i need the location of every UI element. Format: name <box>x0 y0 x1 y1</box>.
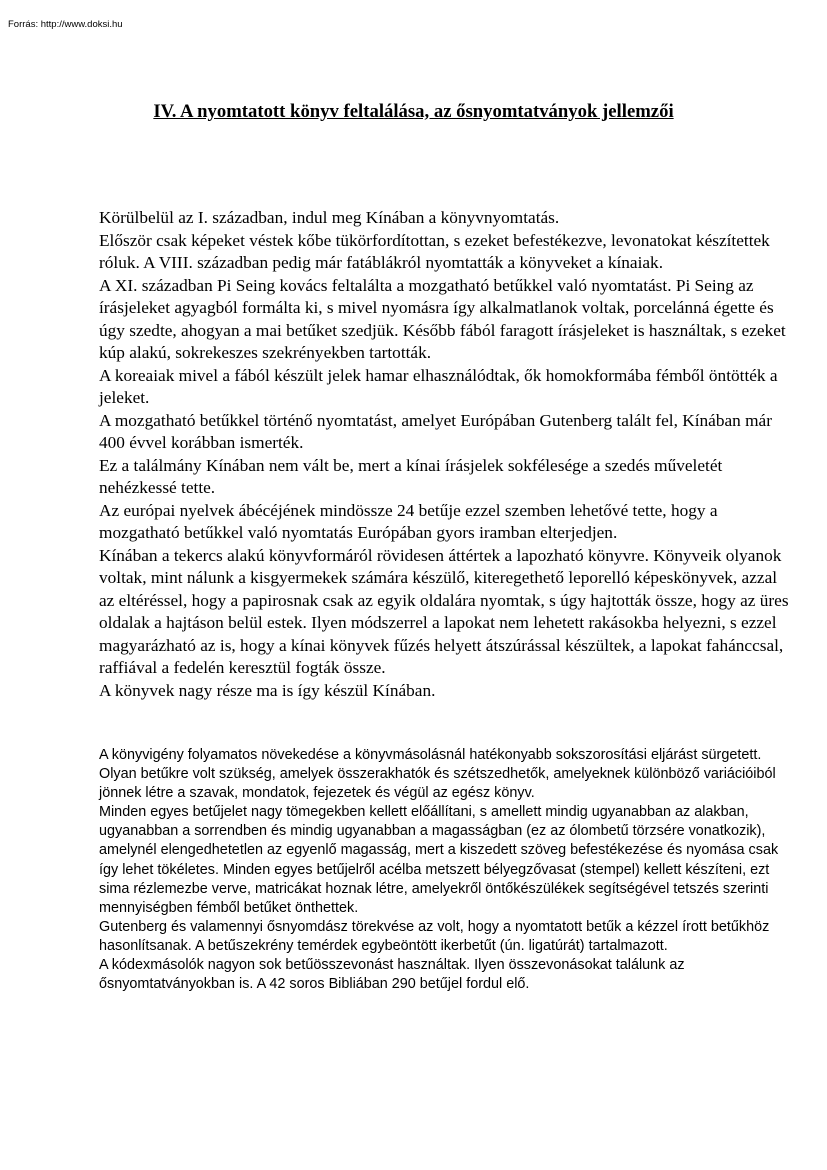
paragraph: A könyvek nagy része ma is így készül Kínában. <box>99 680 436 700</box>
paragraph: A mozgatható betűkkel történő nyomtatást, amelyet Európában Gutenberg talált fel, Kínában már 400 évvel korábban ismerték. <box>99 410 772 452</box>
paragraph: Olyan betűkre volt szükség, amelyek összerakhatók és szétszedhetők, amelyeknek különböző variációiból jönnek létre a szavak, mondatok, fejezetek és végül az egész könyv. <box>99 766 776 802</box>
page-title: IV. A nyomtatott könyv feltalálása, az ősnyomtatványok jellemzői <box>153 101 674 122</box>
source-label: Forrás: http://www.doksi.hu <box>8 19 123 30</box>
sans-text-block <box>99 746 789 994</box>
paragraph: A kódexmásolók nagyon sok betűösszevonást használtak. Ilyen összevonásokat találunk az ősnyomtatványokban is. A 42 soros Bibliában 290 betűjel fordul elő. <box>99 957 685 993</box>
paragraph: A koreaiak mivel a fából készült jelek hamar elhasználódtak, ők homokformába fémből öntötték a jeleket. <box>99 365 778 407</box>
paragraph: A könyvigény folyamatos növekedése a könyvmásolásnál hatékonyabb sokszorosítási eljárást sürgetett. <box>99 747 762 763</box>
serif-text-block <box>99 207 794 702</box>
paragraph: Gutenberg és valamennyi ősnyomdász törekvése az volt, hogy a nyomtatott betűk a kézzel írott betűkhöz hasonlítsanak. A betűszekrény temérdek egybeöntött ikerbetűt (ún. ligatúrát) tartalmazott. <box>99 918 770 954</box>
paragraph: Ez a találmány Kínában nem vált be, mert a kínai írásjelek sokfélesége a szedés műveletét nehézkessé tette. <box>99 455 723 497</box>
paragraph: A XI. században Pi Seing kovács feltalálta a mozgatható betűkkel való nyomtatást. Pi Seing az írásjeleket agyagból formálta ki, s mivel nyomásra így alkalmatlanok voltak, porcelánná égette és úgy szedte, ahogyan a mai betűket szedjük. Később fából faragott írásjeleket is használtak, s ezeket kúp alakú, sokrekeszes szekrényekben tartották. <box>99 275 786 362</box>
paragraph: Először csak képeket véstek kőbe tükörfordítottan, s ezeket befestékezve, levonatokat készítettek róluk. A VIII. században pedig már fatáblákról nyomtatták a könyveket a kínaiak. <box>99 230 770 272</box>
paragraph: Körülbelül az I. században, indul meg Kínában a könyvnyomtatás. <box>99 208 560 227</box>
paragraph: Kínában a tekercs alakú könyvformáról rövidesen áttértek a lapozható könyvre. Könyveik olyanok voltak, mint nálunk a kisgyermekek számára készülő, kiteregethető leporelló képeskönyvek, azzal az eltéréssel, hogy a papirosnak csak az egyik oldalára nyomtak, s úgy hajtották össze, hogy az üres oldalak a hajtáson belül estek. Ilyen módszerrel a lapokat nem lehetett rakásokba helyezni, s ezzel magyarázható az is, hogy a kínai könyvek fűzés helyett átszúrással készültek, a lapokat fahánccsal, raffiával a fedelén keresztül fogták össze. <box>99 545 789 677</box>
paragraph: Minden egyes betűjelet nagy tömegekben kellett előállítani, s amellett mindig ugyanabban az alakban, ugyanabban a sorrendben és mindig ugyanabban a magasságban (ez az ólombetű törzsére vonatkozik), amelynél elengedhetetlen az egyenlő magasság, mert a kiszedett szöveg befestékezése és nyomása csak így lehet tökéletes. Minden egyes betűjelről acélba metszett bélyegzővasat (stempel) kellett készíteni, ezt sima rézlemezbe verve, matricákat hoznak létre, amelyekről öntőkészülékek segítségével tetszés szerinti mennyiségben fémből betűket önthettek. <box>99 804 779 916</box>
paragraph: Az európai nyelvek ábécéjének mindössze 24 betűje ezzel szemben lehetővé tette, hogy a mozgatható betűkkel való nyomtatás Európában gyors iramban elterjedjen. <box>99 500 718 542</box>
